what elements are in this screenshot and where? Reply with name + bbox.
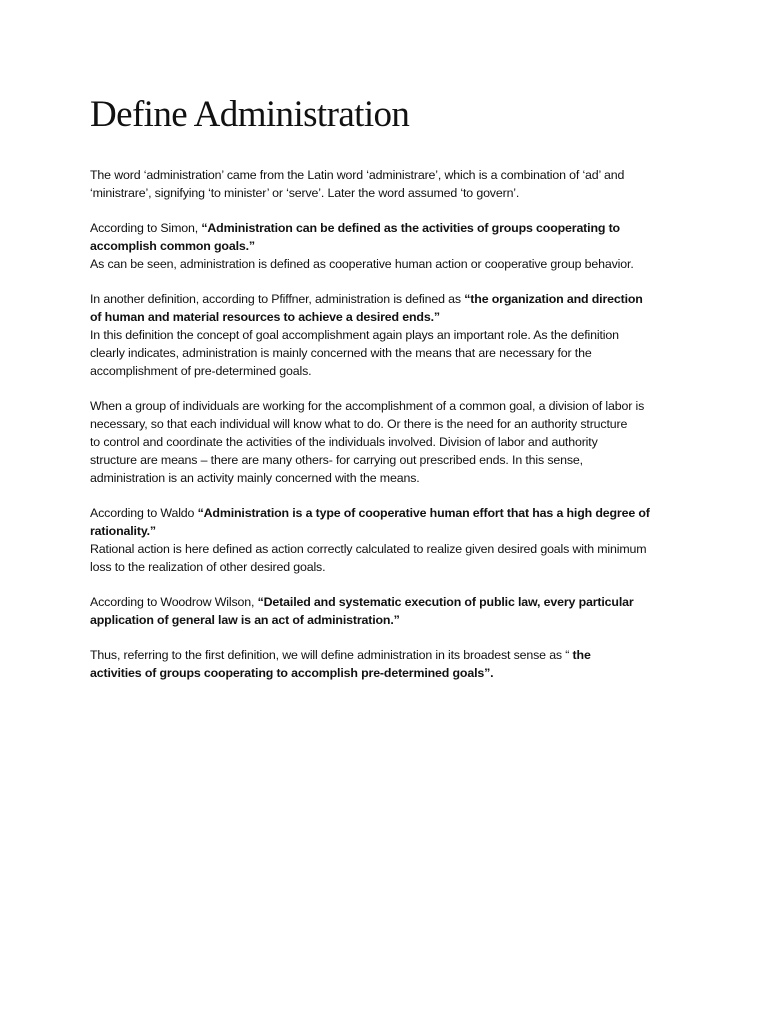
body-text: necessary, so that each individual will know what to do. Or there is the need for an authority structure — [90, 417, 628, 431]
text-line — [90, 255, 690, 273]
text-line — [90, 646, 690, 664]
paragraph — [90, 646, 690, 682]
text-line — [90, 326, 690, 344]
text-line — [90, 184, 690, 202]
body-text: structure are means – there are many others- for carrying out prescribed ends. In this sense, — [90, 453, 583, 467]
body-text: When a group of individuals are working for the accomplishment of a common goal, a division of labor is — [90, 399, 645, 413]
body-text: As can be seen, administration is defined as cooperative human action or cooperative group behavior. — [90, 257, 634, 271]
body-text: In another definition, according to Pfiffner, administration is defined as — [90, 292, 465, 306]
quoted-definition: of human and material resources to achieve a desired ends.” — [90, 310, 440, 324]
body-text: administration is an activity mainly concerned with the means. — [90, 471, 420, 485]
page-title: Define Administration — [90, 94, 410, 135]
body-text: accomplishment of pre-determined goals. — [90, 364, 312, 378]
body-text: According to Woodrow Wilson, — [90, 595, 258, 609]
document-body — [90, 166, 690, 699]
paragraph — [90, 166, 690, 202]
paragraph — [90, 219, 690, 273]
text-line — [90, 219, 690, 237]
text-line — [90, 593, 690, 611]
quoted-definition: “Administration can be defined as the activities of groups cooperating to — [201, 221, 620, 235]
text-line — [90, 433, 690, 451]
text-line — [90, 469, 690, 487]
text-line — [90, 522, 690, 540]
text-line — [90, 166, 690, 184]
text-line — [90, 362, 690, 380]
quoted-definition: accomplish common goals.” — [90, 239, 255, 253]
body-text: The word ‘administration’ came from the Latin word ‘administrare’, which is a combination of ‘ad’ and — [90, 168, 625, 182]
paragraph — [90, 290, 690, 380]
body-text: Rational action is here defined as action correctly calculated to realize given desired goals with minimum — [90, 542, 647, 556]
text-line — [90, 308, 690, 326]
text-line — [90, 451, 690, 469]
paragraph — [90, 504, 690, 576]
body-text: In this definition the concept of goal accomplishment again plays an important role. As the definition — [90, 328, 619, 342]
body-text: Thus, referring to the first definition, we will define administration in its broadest sense as “ — [90, 648, 573, 662]
text-line — [90, 611, 690, 629]
quoted-definition: “Administration is a type of cooperative human effort that has a high degree of — [197, 506, 650, 520]
text-line — [90, 344, 690, 362]
text-line — [90, 397, 690, 415]
quoted-definition: “Detailed and systematic execution of public law, every particular — [257, 595, 634, 609]
quoted-definition: activities of groups cooperating to accomplish pre-determined goals”. — [90, 666, 494, 680]
text-line — [90, 558, 690, 576]
body-text: According to Waldo — [90, 506, 198, 520]
body-text: ‘ministrare’, signifying ‘to minister’ or ‘serve’. Later the word assumed ‘to govern’. — [90, 186, 520, 200]
body-text: clearly indicates, administration is mainly concerned with the means that are necessary for the — [90, 346, 592, 360]
body-text: According to Simon, — [90, 221, 202, 235]
quoted-definition: “the organization and direction — [464, 292, 643, 306]
body-text: to control and coordinate the activities of the individuals involved. Division of labor and authority — [90, 435, 598, 449]
quoted-definition: application of general law is an act of administration.” — [90, 613, 400, 627]
quoted-definition: the — [572, 648, 591, 662]
body-text: loss to the realization of other desired goals. — [90, 560, 326, 574]
paragraph — [90, 593, 690, 629]
text-line — [90, 504, 690, 522]
text-line — [90, 540, 690, 558]
text-line — [90, 664, 690, 682]
paragraph — [90, 397, 690, 487]
text-line — [90, 415, 690, 433]
text-line — [90, 290, 690, 308]
text-line — [90, 237, 690, 255]
quoted-definition: rationality.” — [90, 524, 156, 538]
